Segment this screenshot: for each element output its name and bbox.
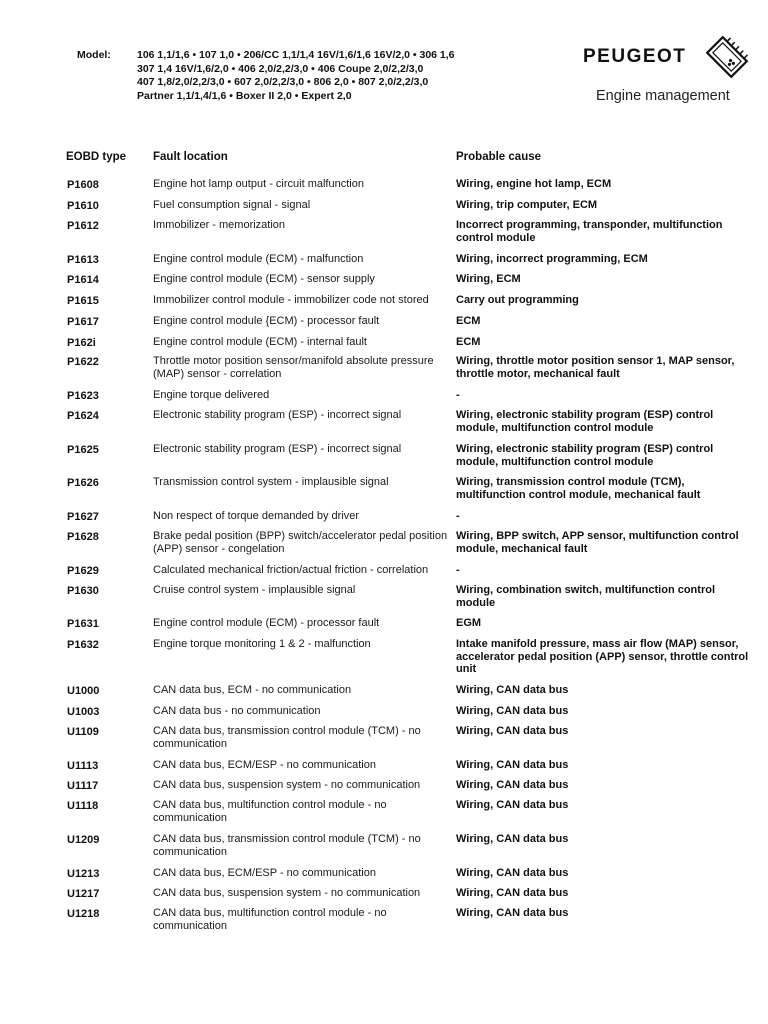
model-line: 106 1,1/1,6 • 107 1,0 • 206/CC 1,1/1,4 16V/1,6/1,6 16V/2,0 • 306 1,6: [137, 49, 455, 61]
fault-location: CAN data bus, transmission control module (TCM) - no communication: [153, 725, 421, 750]
probable-cause: Wiring, electronic stability program (ESP) control module, multifunction control module: [456, 443, 714, 468]
eobd-code: U1109: [67, 726, 99, 738]
fault-location: CAN data bus, transmission control module (TCM) - no communication: [153, 833, 421, 858]
column-header-eobd-type: EOBD type: [66, 151, 127, 163]
fault-location: Fuel consumption signal - signal: [153, 199, 311, 211]
probable-cause: Wiring, CAN data bus: [456, 907, 569, 919]
probable-cause: Carry out programming: [456, 294, 579, 306]
eobd-code: P1613: [67, 254, 99, 266]
eobd-code: U1000: [67, 685, 100, 697]
fault-location: Electronic stability program (ESP) - incorrect signal: [153, 443, 402, 455]
eobd-code: P1627: [67, 511, 99, 523]
fault-location: Engine control module {ECM) - processor fault: [153, 315, 380, 327]
model-label: Model:: [77, 49, 111, 61]
eobd-code: U1213: [67, 868, 100, 880]
column-header-fault-location: Fault location: [153, 151, 228, 163]
fault-location: Engine hot lamp output - circuit malfunction: [153, 178, 364, 190]
eobd-code: U1003: [67, 706, 100, 718]
model-line: 307 1,4 16V/1,6/2,0 • 406 2,0/2,2/3,0 • 406 Coupe 2,0/2,2/3,0: [137, 62, 424, 75]
eobd-code: P1617: [67, 316, 99, 328]
probable-cause: Incorrect programming, transponder, multifunction control module: [456, 219, 723, 244]
fault-location: Throttle motor position sensor/manifold absolute pressure (MAP) sensor - correlation: [153, 355, 434, 380]
eobd-code: P1628: [67, 531, 99, 543]
fault-location: CAN data bus, ECM/ESP - no communication: [153, 759, 376, 771]
probable-cause: Wiring, transmission control module (TCM), multifunction control module, mechanical fault: [456, 476, 701, 501]
fault-location: Brake pedal position (BPP) switch/accelerator pedal position (APP) sensor - congelation: [153, 530, 448, 555]
probable-cause: Wiring, trip computer, ECM: [456, 199, 598, 211]
eobd-code: P1625: [67, 444, 99, 456]
fault-location: CAN data bus, ECM - no communication: [153, 684, 352, 696]
fault-location: CAN data bus, suspension system - no communication: [153, 779, 421, 791]
ecu-module-icon: [702, 32, 752, 82]
probable-cause: EGM: [456, 617, 482, 629]
eobd-code: U1209: [67, 834, 100, 846]
column-header-probable-cause: Probable cause: [456, 151, 542, 163]
eobd-code: P1614: [67, 274, 99, 286]
fault-location: Immobilizer control module - immobilizer code not stored: [153, 294, 429, 306]
probable-cause: Wiring, electronic stability program (ESP) control module, multifunction control module: [456, 409, 714, 434]
eobd-code: P1630: [67, 585, 99, 597]
probable-cause: Wiring, CAN data bus: [456, 887, 569, 899]
fault-location: CAN data bus, multifunction control module - no communication: [153, 799, 387, 824]
fault-location: Cruise control system - implausible signal: [153, 584, 356, 596]
fault-location: Immobilizer - memorization: [153, 219, 286, 231]
fault-location: Non respect of torque demanded by driver: [153, 510, 360, 522]
probable-cause: Wiring, CAN data bus: [456, 759, 569, 771]
eobd-code: P1610: [67, 200, 99, 212]
probable-cause: Wiring, BPP switch, APP sensor, multifunction control module, mechanical fault: [456, 530, 739, 555]
eobd-code: P1622: [67, 356, 99, 368]
probable-cause: Wiring, CAN data bus: [456, 705, 569, 717]
probable-cause: Wiring, CAN data bus: [456, 684, 569, 696]
eobd-code: P1624: [67, 410, 99, 422]
fault-location: Engine control module (ECM) - processor fault: [153, 617, 380, 629]
probable-cause: Wiring, engine hot lamp, ECM: [456, 178, 612, 190]
fault-location: CAN data bus, suspension system - no communication: [153, 887, 421, 899]
fault-location: Transmission control system - implausible signal: [153, 476, 389, 488]
eobd-code: P1623: [67, 390, 99, 402]
fault-location: Engine control module (ECM) - sensor supply: [153, 273, 375, 285]
probable-cause: Wiring, CAN data bus: [456, 779, 569, 791]
eobd-code: P1626: [67, 477, 99, 489]
model-list: [137, 49, 455, 103]
probable-cause: Wiring, CAN data bus: [456, 799, 569, 811]
fault-location: CAN data bus, multifunction control module - no communication: [153, 907, 387, 932]
eobd-code: P162i: [67, 337, 96, 349]
probable-cause: Wiring, incorrect programming, ECM: [456, 253, 648, 265]
section-subtitle: Engine management: [596, 88, 730, 104]
probable-cause: -: [456, 510, 460, 522]
model-line: Partner 1,1/1,4/1,6 • Boxer II 2,0 • Expert 2,0: [137, 89, 352, 102]
probable-cause: Intake manifold pressure, mass air flow (MAP) sensor, accelerator pedal position (APP) sensor, throttle control unit: [456, 638, 749, 675]
fault-location: Calculated mechanical friction/actual friction - correlation: [153, 564, 429, 576]
probable-cause: -: [456, 564, 460, 576]
fault-location: Engine control module (ECM) - malfunction: [153, 253, 364, 265]
fault-location: Engine torque monitoring 1 & 2 - malfunction: [153, 638, 371, 650]
eobd-code: U1118: [67, 800, 99, 812]
fault-location: CAN data bus - no communication: [153, 705, 321, 717]
eobd-code: U1218: [67, 908, 100, 920]
fault-location: Engine control module (ECM) - internal fault: [153, 336, 367, 348]
fault-location: CAN data bus, ECM/ESP - no communication: [153, 867, 376, 879]
eobd-code: U1217: [67, 888, 100, 900]
probable-cause: Wiring, throttle motor position sensor 1, MAP sensor, throttle motor, mechanical fault: [456, 355, 735, 380]
probable-cause: -: [456, 389, 460, 401]
eobd-code: P1615: [67, 295, 99, 307]
eobd-code: P1608: [67, 179, 99, 191]
probable-cause: Wiring, CAN data bus: [456, 725, 569, 737]
probable-cause: Wiring, CAN data bus: [456, 867, 569, 879]
brand-name: PEUGEOT: [583, 46, 687, 67]
eobd-code: P1612: [67, 220, 99, 232]
fault-location: Engine torque delivered: [153, 389, 270, 401]
probable-cause: ECM: [456, 336, 481, 348]
probable-cause: Wiring, CAN data bus: [456, 833, 569, 845]
eobd-code: P1631: [67, 618, 99, 630]
eobd-code: U1117: [67, 780, 99, 792]
model-line: 407 1,8/2,0/2,2/3,0 • 607 2,0/2,2/3,0 • 806 2,0 • 807 2,0/2,2/3,0: [137, 76, 429, 88]
eobd-code: P1632: [67, 639, 99, 651]
eobd-code: P1629: [67, 565, 99, 577]
probable-cause: Wiring, ECM: [456, 273, 521, 285]
fault-location: Electronic stability program (ESP) - incorrect signal: [153, 409, 402, 421]
eobd-code: U1113: [67, 760, 99, 772]
probable-cause: Wiring, combination switch, multifunction control module: [456, 584, 715, 609]
probable-cause: ECM: [456, 315, 481, 327]
